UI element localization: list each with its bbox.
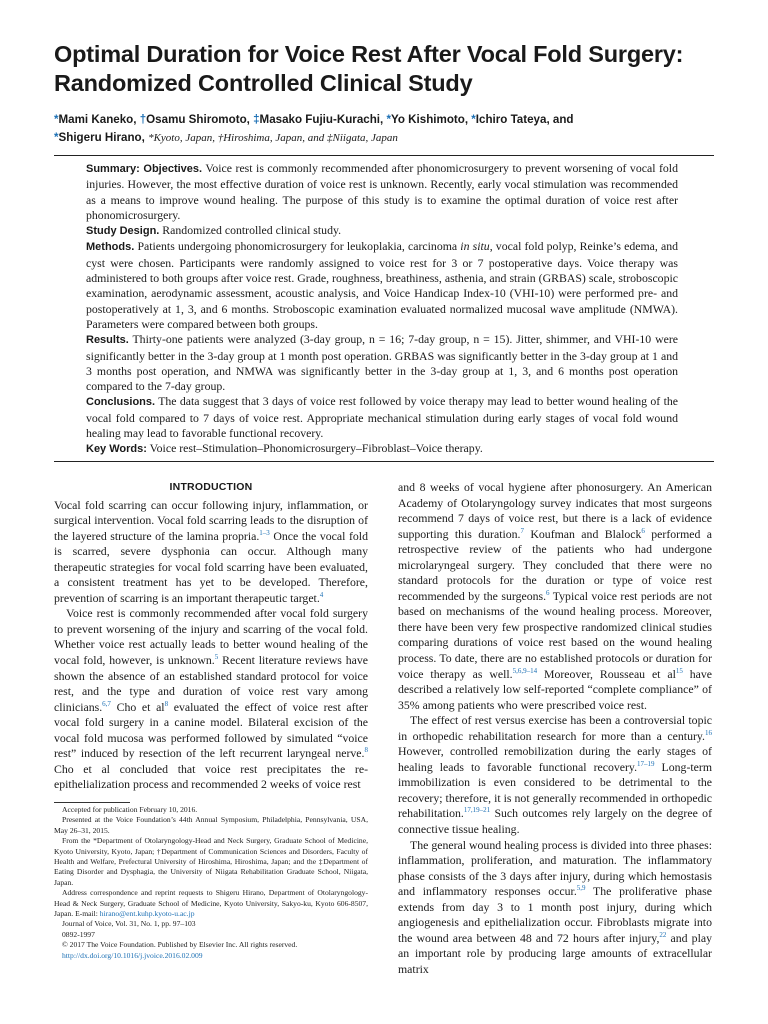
body-text: Vocal fold scarring can occur following injury, inflammation, or surgical intervention. Vocal fold scarring leads to the disruption of the layered structure of the lamina propria. (54, 497, 368, 543)
affiliation-mark: * (386, 113, 391, 126)
abstract-conclusions (86, 394, 678, 441)
results-label: Results. (86, 334, 129, 347)
citation-link[interactable]: 8 (164, 699, 169, 708)
citation-link[interactable]: 5,6,9–14 (512, 666, 538, 675)
section-heading-introduction: INTRODUCTION (169, 481, 253, 493)
conclusions-label: Conclusions. (86, 396, 156, 409)
affiliation-mark: * (54, 113, 59, 126)
footnote-issn: 0892-1997 (62, 929, 95, 939)
abstract-results (86, 332, 678, 394)
summary-top-rule (54, 155, 714, 156)
body-text: Once the vocal fold is scarred, severe dysphonia can occur. Although many therapeutic strategies for vocal fold scarring have been evaluated, a consistent treatment has yet to be developed. Therefore, prevention of scarring is an important therapeutic target. (54, 528, 368, 605)
article-title: Optimal Duration for Voice Rest After Vocal Fold Surgery: Randomized Controlled Clinical Study (54, 41, 684, 96)
body-text: Such outcomes rely largely on the degree of connective tissue healing. (398, 806, 712, 837)
results-text: Thirty-one patients were analyzed (3-day group, n = 16; 7-day group, n = 15). Jitter, shimmer, and VHI-10 were significantly better in the 3-day group at 1 month post operation. GRBAS was significantly better in the 3-day group at 1 and 3 months post operation, and NMWA was significantly better in the 3-day group at 1, 3, and 6 months post operation compared to the 7-day group. (86, 332, 678, 394)
objectives-text: Voice rest is commonly recommended after phonomicrosurgery to prevent worsening of vocal fold injuries. However, the most effective duration of voice rest is unknown. Recently, early vocal stimulation was recommended as a means to improve wound healing. The purpose of this study is to examine the optimal duration of voice rest after phonomicrosurgery. (86, 161, 678, 222)
correspondence-text: Address correspondence and reprint requests to Shigeru Hirano, Department of Otolaryngology-Head & Neck Surgery, Graduate School of Medicine, Kyoto University, Sakyo-ku, Kyoto 606-8507, Japan. E-mail: (54, 888, 368, 919)
body-text: The proliferative phase extends from day 3 to 1 month post injury, during which angiogenesis and epithelialization occur. Fibroblasts migrate into the wound area between 48 and 72 hours after injury, (398, 884, 712, 945)
abstract-methods (86, 239, 678, 332)
citation-link[interactable]: 15 (675, 666, 683, 675)
body-text: Cho et al concluded that voice rest precipitates the re-epithelialization process and recommended 2 weeks of voice rest (54, 761, 368, 792)
body-text: have described a relatively low self-reported “complete compliance” of 35% among patients who were prescribed voice rest. (398, 666, 712, 712)
keywords-label: Key Words: (86, 443, 147, 456)
footnote-doi (54, 951, 368, 961)
citation-link[interactable]: 5,9 (576, 884, 586, 893)
affiliation-mark: * (471, 113, 476, 126)
citation-link[interactable]: 8 (364, 746, 368, 755)
footnote-accepted: Accepted for publication February 10, 2016. (62, 805, 198, 814)
abstract-design (86, 223, 678, 239)
footnote-correspondence (54, 888, 368, 919)
abstract (86, 161, 678, 458)
body-paragraph (398, 713, 712, 837)
body-column-right (398, 480, 712, 978)
doi-link[interactable]: http://dx.doi.org/10.1016/j.jvoice.2016.02.009 (62, 950, 203, 960)
abstract-objectives (86, 161, 678, 223)
body-paragraph (54, 498, 368, 607)
citation-link[interactable]: 16 (705, 728, 712, 737)
methods-text: , vocal fold polyp, Reinke’s edema, and cyst were chosen. Participants were randomly assigned to voice rest for 3 or 7 postoperative days. Voice therapy was administered to both groups after voice rest. Grade, roughness, breathiness, asthenia, and strain (GRBAS) scale, stroboscopic examination, aerodynamic assessment, acoustic analysis, and Voice Handicap Index-10 (VHI-10) were performed pre- and postoperatively at 1, 3, and 6 months. Stroboscopic examination evaluated normalized mucosal wave amplitude (NMWA). Parameters were compared between both groups. (86, 239, 679, 331)
email-link[interactable]: hirano@ent.kuhp.kyoto-u.ac.jp (99, 909, 195, 919)
body-text: evaluated the effect of voice rest after vocal fold surgery in a canine model. Bilateral excision of the vocal fold mucosa was performed followed by simulated “voice rest” induced by resection of the left recurrent laryngeal nerve. (54, 699, 368, 761)
citation-link[interactable]: 7 (520, 526, 525, 535)
body-text: The general wound healing process is divided into three phases: inflammation, proliferation, and maturation. The inflammatory phase consists of the 3 days after injury, during which hemostasis and inflammatory responses occur. (398, 837, 712, 899)
body-paragraph (398, 838, 712, 978)
body-text: and play an important role by producing large amounts of extracellular matrix (398, 930, 712, 976)
keywords-text: Voice rest–Stimulation–Phonomicrosurgery–Fibroblast–Voice therapy. (146, 441, 483, 456)
summary-bottom-rule (54, 461, 714, 462)
methods-italic: in situ (460, 239, 490, 254)
citation-link[interactable]: 22 (659, 930, 667, 939)
author-name: Ichiro Tateya, and (475, 113, 574, 126)
citation-link[interactable]: 6,7 (102, 699, 111, 708)
body-text: performed a retrospective review of the patients who had undergone microlaryngeal surgery. They concluded that there were no standard protocols for the duration or type of voice rest recommended by the surgeons. (398, 526, 713, 603)
body-text: Voice rest is commonly recommended after vocal fold surgery to prevent worsening of the injury and scarring of the vocal fold. Whether voice rest actually leads to better wound healing of the vocal fold, however, is unknown. (54, 606, 368, 668)
citation-link[interactable]: 17,19–21 (463, 806, 491, 815)
body-paragraph (398, 480, 712, 713)
author-name: Mami Kaneko, (58, 113, 140, 126)
article-footnotes (54, 805, 368, 961)
author-list (54, 111, 714, 147)
affiliation-mark: ‡ (253, 113, 260, 126)
citation-link[interactable]: 5 (214, 653, 219, 662)
footnote-presented: Presented at the Voice Foundation’s 44th Annual Symposium, Philadelphia, Pennsylvania, USA, May 26–31, 2015. (54, 815, 368, 835)
footnote-rule (54, 802, 130, 803)
body-text: Long-term immobilization is even considered to be detrimental to the recovery; therefore, it is not generally recommended in orthopedic rehabilitation. (398, 759, 712, 821)
body-paragraph (54, 606, 368, 793)
methods-text: Patients undergoing phonomicrosurgery for leukoplakia, carcinoma (134, 239, 461, 254)
objectives-label: Summary: Objectives. (86, 163, 203, 175)
author-name: Shigeru Hirano, (58, 131, 149, 144)
footnote-affiliations: From the *Department of Otolaryngology-Head and Neck Surgery, Graduate School of Medicine, Kyoto University, Kyoto, Japan; †Department of Communication Sciences and Disorders, Faculty of Health and Welfare, Prefectural University of Hiroshima, Hiroshima, Japan; and the ‡Department of Eating Disorder and Dysphagia, the University of Niigata Rehabilitation Graduate School, Niigata, Japan. (54, 836, 368, 887)
body-text: However, controlled remobilization during the early stages of healing leads to favorable functional recovery. (398, 744, 712, 774)
affiliation-mark: * (54, 131, 59, 144)
citation-link[interactable]: 4 (319, 590, 324, 599)
author-name: Yo Kishimoto, (390, 113, 472, 126)
body-text: Recent literature reviews have shown the absence of an established standard protocol for voice rest, and the type and duration of voice rest vary among clinicians. (54, 653, 368, 714)
body-text: Typical voice rest periods are not based on mechanisms of the wound healing process. Moreover, there have been very few prospective randomized clinical studies comparing durations of voice rest based on the wound healing process. To date, there are no established protocols or duration for voice therapy as well. (398, 588, 712, 681)
footnote-journal: Journal of Voice, Vol. 31, No. 1, pp. 97–103 (62, 919, 196, 929)
citation-link[interactable]: 17–19 (637, 759, 655, 768)
author-name: Osamu Shiromoto, (146, 113, 254, 126)
author-affiliations: *Kyoto, Japan, †Hiroshima, Japan, and ‡Niigata, Japan (148, 132, 398, 144)
body-text: and 8 weeks of vocal hygiene after phonosurgery. An American Academy of Otolaryngology survey indicates that most surgeons recommend 7 days of voice rest, but there is a lack of evidence supporting this duration. (398, 480, 712, 541)
design-label: Study Design. (86, 225, 160, 238)
citation-link[interactable]: 1–3 (259, 528, 270, 537)
citation-link[interactable]: 6 (546, 588, 550, 597)
citation-link[interactable]: 6 (641, 526, 645, 535)
body-text: Cho et al (110, 699, 165, 714)
author-name: Masako Fujiu-Kurachi, (259, 113, 387, 126)
conclusions-text: The data suggest that 3 days of voice rest followed by voice therapy may lead to better wound healing of the vocal fold compared to 7 days of voice rest. Appropriate mechanical stimulation during early stages of vocal fold wound healing may lead to favorable functional recovery. (86, 394, 678, 441)
body-text: The effect of rest versus exercise has been a controversial topic in orthopedic rehabilitation research for more than a century. (398, 713, 712, 743)
footnote-copyright: © 2017 The Voice Foundation. Published by Elsevier Inc. All rights reserved. (62, 940, 298, 950)
abstract-keywords (86, 441, 678, 457)
body-text: Koufman and Blalock (524, 526, 642, 541)
body-text: Moreover, Rousseau et al (537, 666, 676, 681)
body-column-left (54, 480, 368, 793)
methods-label: Methods. (86, 241, 135, 254)
affiliation-mark: † (139, 113, 147, 126)
design-text: Randomized controlled clinical study. (159, 223, 342, 238)
